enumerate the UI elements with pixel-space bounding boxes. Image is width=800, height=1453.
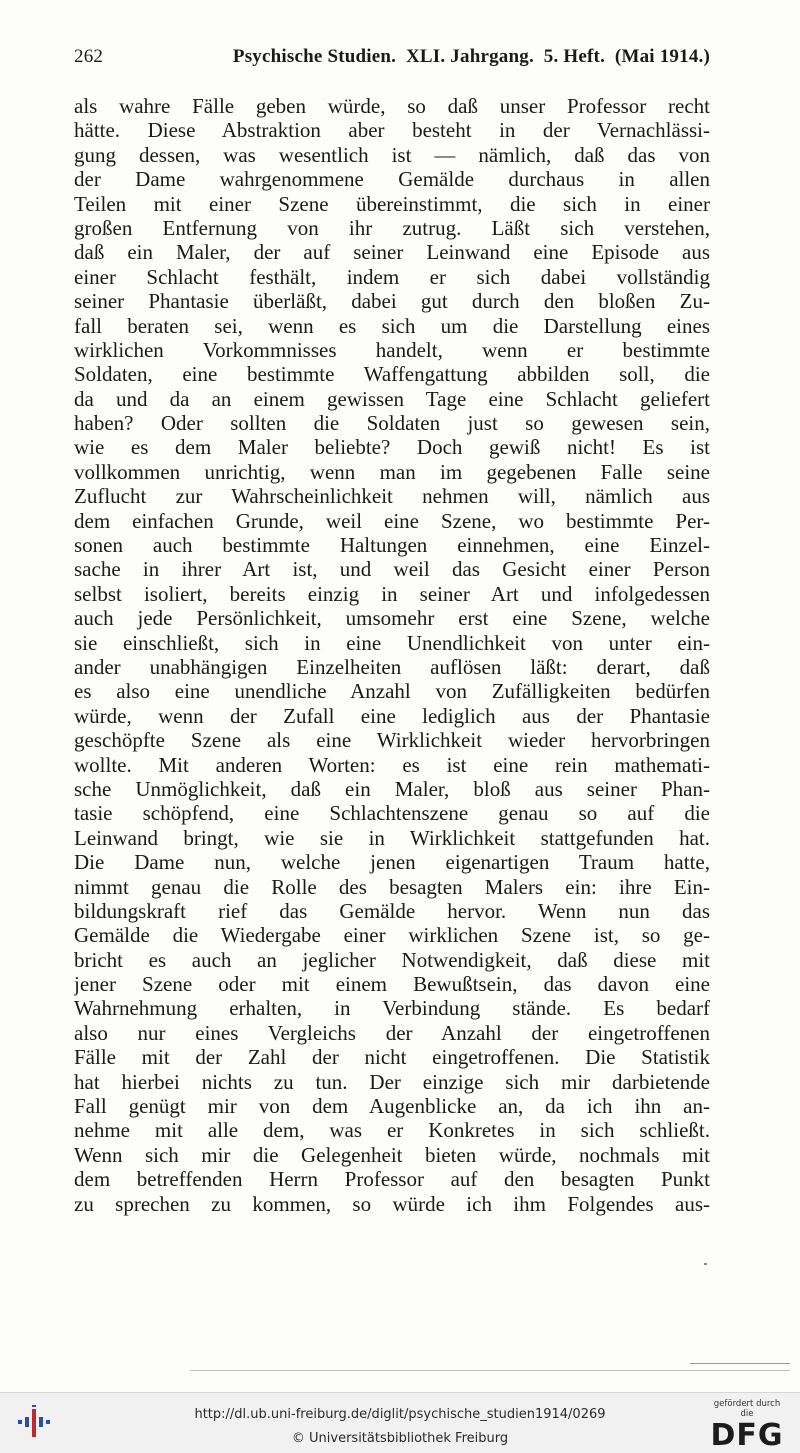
text-line: seiner Phantasie überläßt, dabei gut durch den bloßen Zu- <box>74 289 710 314</box>
page-number: 262 <box>74 46 104 67</box>
text-line: bildungskraft rief das Gemälde hervor. Wenn nun das <box>74 898 710 923</box>
text-line: als wahre Fälle geben würde, so daß unser Professor recht <box>74 94 710 118</box>
text-line: daß ein Maler, der auf seiner Leinwand eine Episode aus <box>74 240 710 265</box>
text-line: Soldaten, eine bestimmte Waffengattung abbilden soll, die <box>74 362 710 387</box>
text-line: sache in ihrer Art ist, und weil das Gesicht einer Person <box>74 557 710 582</box>
text-line: Teilen mit einer Szene übereinstimmt, die sich in einer <box>74 191 710 216</box>
text-line: jener Szene oder mit einem Bewußtsein, das davon eine <box>74 972 710 997</box>
text-line: Wahrnehmung erhalten, in Verbindung stände. Es bedarf <box>74 996 710 1021</box>
text-line: hätte. Diese Abstraktion aber besteht in der Vernachlässi- <box>74 118 710 143</box>
dfg-logo <box>706 1399 788 1453</box>
text-line: dem betreffenden Herrn Professor auf den besagten Punkt <box>74 1167 710 1192</box>
text-line: gung dessen, was wesentlich ist — nämlich, daß das von <box>74 142 710 167</box>
text-line: sie einschließt, sich in eine Unendlichkeit von unter ein- <box>74 630 710 655</box>
text-line: vollkommen unrichtig, wenn man im gegebenen Falle seine <box>74 459 710 484</box>
text-line: Fall genügt mir von dem Augenblicke an, da ich ihn an- <box>74 1094 710 1119</box>
text-line: einer Schlacht festhält, indem er sich dabei vollständig <box>74 264 710 289</box>
text-line: fall beraten sei, wenn es sich um die Darstellung eines <box>74 313 710 338</box>
text-line: tasie schöpfend, eine Schlachtenszene genau so auf die <box>74 801 710 826</box>
text-line: auch jede Persönlichkeit, umsomehr erst eine Szene, welche <box>74 606 710 631</box>
text-line: sonen auch bestimmte Haltungen einnehmen, eine Einzel- <box>74 533 710 558</box>
text-line: wirklichen Vorkommnisses handelt, wenn er bestimmte <box>74 337 710 362</box>
text-line: großen Entfernung von ihr zutrug. Läßt sich verstehen, <box>74 215 710 240</box>
text-line: Fälle mit der Zahl der nicht eingetroffenen. Die Statistik <box>74 1045 710 1070</box>
text-line: wollte. Mit anderen Worten: es ist eine rein mathemati- <box>74 752 710 777</box>
dfg-logo-text: DFG <box>710 1418 784 1453</box>
text-line: würde, wenn der Zufall eine lediglich aus der Phantasie <box>74 703 710 728</box>
text-line: da und da an einem gewissen Tage eine Schlacht geliefert <box>74 386 710 411</box>
running-head <box>74 46 710 76</box>
text-line: der Dame wahrgenommene Gemälde durchaus in allen <box>74 167 710 192</box>
text-line: sche Unmöglichkeit, daß ein Maler, bloß aus seiner Phan- <box>74 776 710 801</box>
text-line: also nur eines Vergleichs der Anzahl der eingetroffenen <box>74 1020 710 1045</box>
text-line: wie es dem Maler beliebte? Doch gewiß nicht! Es ist <box>74 435 710 460</box>
text-line: Zuflucht zur Wahrscheinlichkeit nehmen will, nämlich aus <box>74 484 710 509</box>
footer-copyright: © Universitätsbibliothek Freiburg <box>291 1431 509 1446</box>
text-line: Leinwand bringt, wie sie in Wirklichkeit stattgefunden hat. <box>74 825 710 850</box>
library-footer <box>0 1392 800 1453</box>
text-line: Wenn sich mir die Gelegenheit bieten würde, nochmals mit <box>74 1142 710 1167</box>
body-text <box>74 94 710 1216</box>
text-line: zu sprechen zu kommen, so würde ich ihm Folgendes aus- <box>74 1191 710 1216</box>
footer-rule-short <box>690 1363 790 1364</box>
scan-speck <box>704 1263 707 1265</box>
text-line: hat hierbei nichts zu tun. Der einzige sich mir darbietende <box>74 1069 710 1094</box>
text-line: selbst isoliert, bereits einzig in seiner Art und infolgedessen <box>74 581 710 606</box>
text-line: Die Dame nun, welche jenen eigenartigen Traum hatte, <box>74 850 710 875</box>
text-line: ander unabhängigen Einzelheiten auflösen läßt: derart, daß <box>74 654 710 679</box>
text-line: bricht es auch an jeglicher Notwendigkeit, daß diese mit <box>74 947 710 972</box>
text-line: haben? Oder sollten die Soldaten just so gewesen sein, <box>74 411 710 436</box>
dfg-note: gefördert durch die <box>713 1399 781 1419</box>
running-head-title: Psychische Studien. XLI. Jahrgang. 5. Heft. (Mai 1914.) <box>232 46 710 67</box>
footer-url-link[interactable]: http://dl.ub.uni-freiburg.de/diglit/psychische_studien1914/0269 <box>194 1407 606 1422</box>
text-line: dem einfachen Grunde, weil eine Szene, wo bestimmte Per- <box>74 508 710 533</box>
text-line: nimmt genau die Rolle des besagten Malers ein: ihre Ein- <box>74 874 710 899</box>
text-line: es also eine unendliche Anzahl von Zufälligkeiten bedürfen <box>74 679 710 704</box>
text-line: nehme mit alle dem, was er Konkretes in sich schließt. <box>74 1118 710 1143</box>
footer-rule <box>190 1370 790 1371</box>
text-line: Gemälde die Wiedergabe einer wirklichen Szene ist, so ge- <box>74 923 710 948</box>
text-line: geschöpfte Szene als eine Wirklichkeit wieder hervorbringen <box>74 728 710 753</box>
